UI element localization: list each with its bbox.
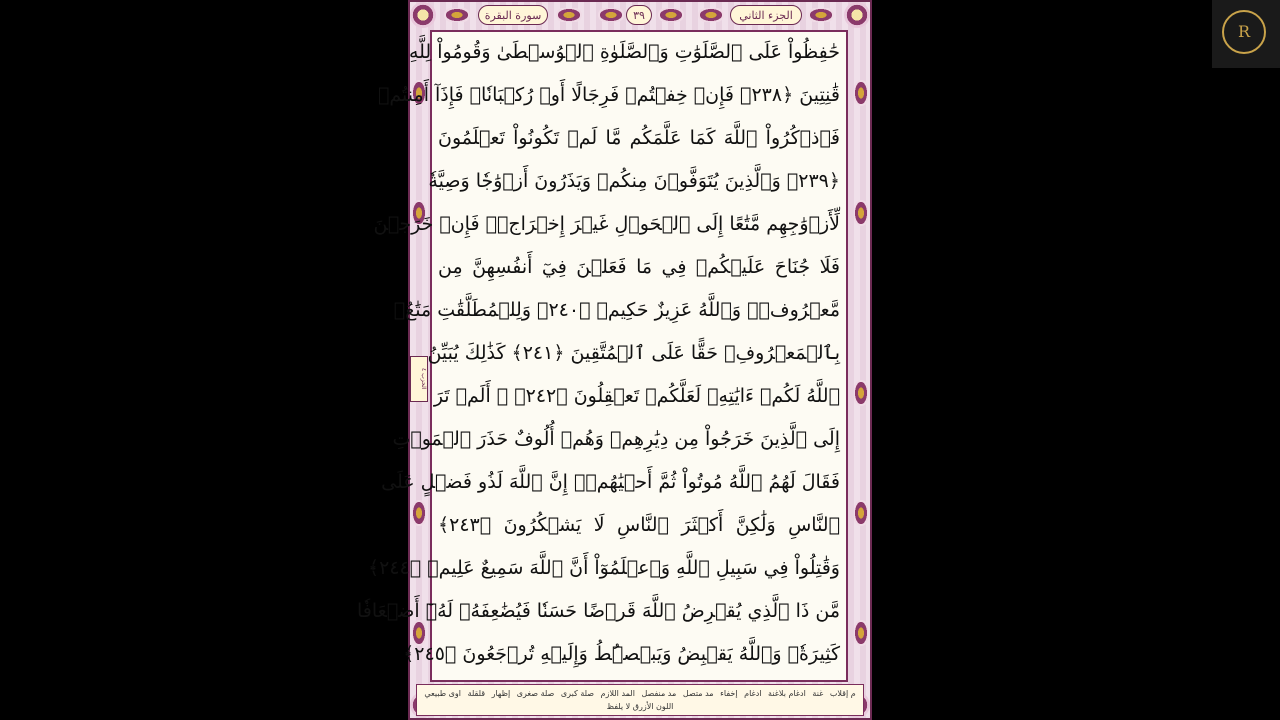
legend-item: إظهار xyxy=(491,689,511,698)
legend-item: اوى طبيعي xyxy=(424,689,462,698)
surah-title: سورة البقرة xyxy=(478,5,548,25)
verse-line: بِٱلۡمَعۡرُوفِۖ حَقًّا عَلَى ٱلۡمُتَّقِينَ ﴿٢٤١﴾ كَذَٰلِكَ يُبَيِّنُ xyxy=(427,342,840,364)
border-ornament-icon xyxy=(854,200,868,226)
legend-item: المد اللازم xyxy=(600,689,635,698)
mushaf-page xyxy=(357,0,872,720)
verse-line: ٱللَّهُ لَكُمۡ ءَايَٰتِهِۦ لَعَلَّكُمۡ تَعۡقِلُونَ ﴿٢٤٢﴾ ۞ أَلَمۡ تَرَ xyxy=(433,385,840,407)
border-ornament-icon xyxy=(854,380,868,406)
verse-line: فَٱذۡكُرُواْ ٱللَّهَ كَمَا عَلَّمَكُم مَّا لَمۡ تَكُونُواْ تَعۡلَمُونَ xyxy=(438,127,840,149)
channel-logo xyxy=(1212,0,1280,68)
border-ornament-icon xyxy=(556,8,582,22)
legend-item: م إقلاب xyxy=(829,689,856,698)
hizb-marker: الحزب ٤ xyxy=(410,356,428,402)
border-ornament-icon xyxy=(854,500,868,526)
border-ornament-icon xyxy=(854,620,868,646)
corner-ornament-icon xyxy=(410,2,436,28)
legend-item: مد منفصل xyxy=(641,689,677,698)
legend-item: قلقلة xyxy=(467,689,486,698)
legend-item: غنة xyxy=(812,689,824,698)
verse-line: وَقَٰتِلُواْ فِي سَبِيلِ ٱللَّهِ وَٱعۡلَمُوٓاْ أَنَّ ٱللَّهَ سَمِيعٌ عَلِيمٞ ﴿٢٤٤﴾ xyxy=(367,557,840,579)
corner-ornament-icon xyxy=(844,2,870,28)
legend-item: صلة صغرى xyxy=(516,689,555,698)
border-ornament-icon xyxy=(854,80,868,106)
verse-line: فَقَالَ لَهُمُ ٱللَّهُ مُوتُواْ ثُمَّ أَحۡيَٰهُمۡۚ إِنَّ ٱللَّهَ لَذُو فَضۡلٍ عَلَى xyxy=(381,471,840,493)
tajweed-legend xyxy=(416,684,864,716)
juz-title: الجزء الثاني xyxy=(730,5,802,25)
verse-line: مَّن ذَا ٱلَّذِي يُقۡرِضُ ٱللَّهَ قَرۡضًا حَسَنٗا فَيُضَٰعِفَهُۥ لَهُۥٓ أَضۡعَافٗا xyxy=(357,600,840,622)
legend-item: مد متصل xyxy=(682,689,714,698)
verse-line: إِلَى ٱلَّذِينَ خَرَجُواْ مِن دِيَٰرِهِمۡ وَهُمۡ أُلُوفٌ حَذَرَ ٱلۡمَوۡتِ xyxy=(392,428,840,450)
logo-emblem-icon: R xyxy=(1222,10,1266,54)
verse-line: مَّعۡرُوفٖۗ وَٱللَّهُ عَزِيزٌ حَكِيمٞ ﴿٢٤٠﴾ وَلِلۡمُطَلَّقَٰتِ مَتَٰعُۢ xyxy=(393,299,840,321)
legend-item: اللون الأزرق لا يلفظ xyxy=(606,702,674,711)
verse-line: فَلَا جُنَاحَ عَلَيۡكُمۡ فِي مَا فَعَلۡنَ فِيٓ أَنفُسِهِنَّ مِن xyxy=(438,256,840,278)
legend-item: إخفاء xyxy=(720,689,738,698)
border-ornament-icon xyxy=(412,500,426,526)
page-number: ٣٩ xyxy=(626,5,652,25)
verse-line: ﴿٢٣٩﴾ وَٱلَّذِينَ يُتَوَفَّوۡنَ مِنكُمۡ وَيَذَرُونَ أَزۡوَٰجٗا وَصِيَّةٗ xyxy=(428,170,840,192)
verse-line: ٱلنَّاسِ وَلَٰكِنَّ أَكۡثَرَ ٱلنَّاسِ لَا يَشۡكُرُونَ ﴿٢٤٣﴾ xyxy=(438,514,840,536)
legend-item: صلة كبرى xyxy=(560,689,595,698)
border-ornament-icon xyxy=(658,8,684,22)
verse-line: حَٰفِظُواْ عَلَى ٱلصَّلَوَٰتِ وَٱلصَّلَوٰةِ ٱلۡوُسۡطَىٰ وَقُومُواْ لِلَّهِ xyxy=(408,41,840,63)
border-ornament-icon xyxy=(698,8,724,22)
verse-line: كَثِيرَةٗۚ وَٱللَّهُ يَقۡبِضُ وَيَبۡصُۜطُ وَإِلَيۡهِ تُرۡجَعُونَ ﴿٢٤٥﴾ xyxy=(403,643,840,665)
verse-line: لِّأَزۡوَٰجِهِم مَّتَٰعًا إِلَى ٱلۡحَوۡلِ غَيۡرَ إِخۡرَاجٖۚ فَإِنۡ خَرَجۡنَ xyxy=(373,213,840,235)
verse-line: قَٰنِتِينَ ﴿٢٣٨﴾ فَإِنۡ خِفۡتُمۡ فَرِجَالًا أَوۡ رُكۡبَانٗاۖ فَإِذَآ أَمِنتُمۡ xyxy=(378,84,840,106)
border-ornament-icon xyxy=(808,8,834,22)
legend-item: ادغام بلاغنة xyxy=(768,689,806,698)
legend-item: ادغام xyxy=(744,689,762,698)
border-ornament-icon xyxy=(598,8,624,22)
border-ornament-icon xyxy=(444,8,470,22)
